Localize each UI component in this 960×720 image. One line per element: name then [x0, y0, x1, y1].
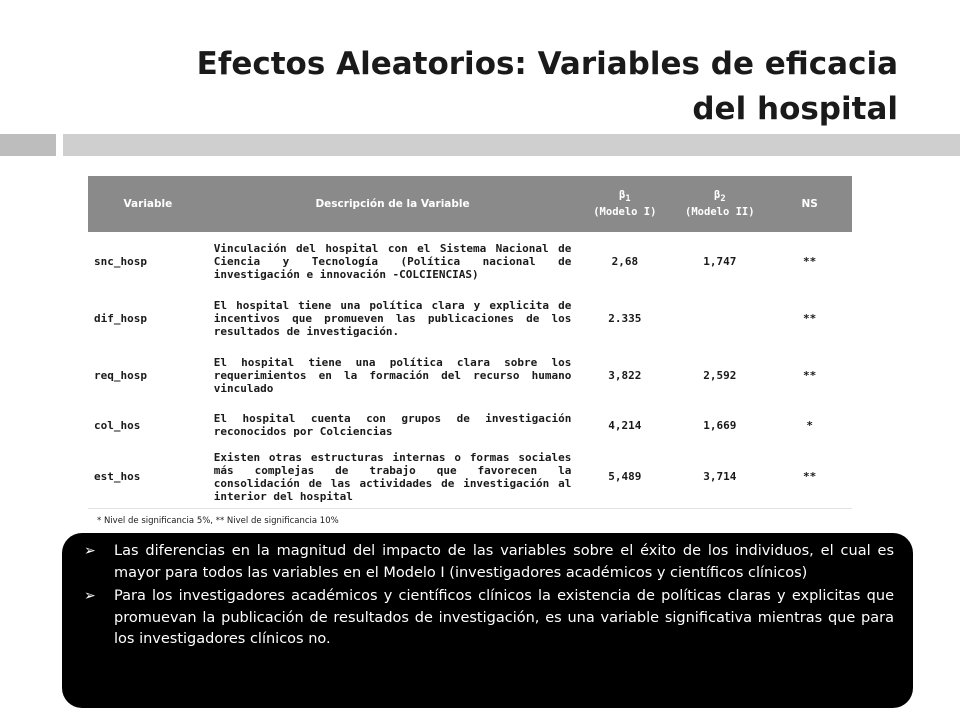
cell-ns: ** — [767, 446, 852, 508]
cell-variable: dif_hosp — [94, 311, 147, 325]
cell-description: El hospital tiene una política clara sobre los requerimientos en la formación del recurso humano vinculado — [213, 355, 572, 395]
conclusions-list — [82, 541, 894, 653]
arrowhead-bullet-icon: ➢ — [84, 543, 96, 559]
cell-beta2: 2,592 — [703, 368, 737, 382]
header-description: Descripción de la Variable — [208, 176, 578, 232]
beta1-model: (Modelo I) — [593, 206, 657, 219]
cell-variable: req_hosp — [94, 368, 147, 382]
beta1-subscript: 1 — [625, 194, 631, 205]
cell-beta2: 1,747 — [703, 254, 737, 268]
cell-ns: ** — [803, 254, 817, 268]
cell-ns: * — [806, 418, 813, 432]
cell-description: El hospital tiene una política clara y explicita de incentivos que promueven las publicaciones de los resultados de investigación. — [213, 298, 572, 338]
list-item — [82, 541, 894, 584]
cell-variable: col_hos — [94, 418, 141, 432]
table-row — [88, 346, 852, 404]
cell-ns: ** — [803, 311, 817, 325]
cell-variable: snc_hosp — [94, 254, 147, 268]
header-beta1 — [577, 176, 672, 232]
header-beta2 — [672, 176, 767, 232]
table-row — [88, 232, 852, 290]
significance-footnote: * Nivel de significancia 5%, ** Nivel de significancia 10% — [97, 516, 339, 526]
cell-description: Existen otras estructuras internas o formas sociales más complejas de trabajo que favorecen la consolidación de las actividades de investigación al interior del hospital — [208, 446, 578, 508]
list-item — [82, 586, 894, 651]
cell-description: El hospital cuenta con grupos de investigación reconocidos por Colciencias — [213, 412, 572, 438]
cell-beta1: 3,822 — [608, 368, 642, 382]
table-row — [88, 404, 852, 446]
conclusion-text: Para los investigadores académicos y científicos clínicos la existencia de políticas claras y explicitas que promuevan la publicación de resultados de investigación, es una variable significativa mientras que para los investigadores clínicos no. — [114, 588, 894, 647]
cell-beta2: 1,669 — [703, 418, 737, 432]
arrowhead-bullet-icon: ➢ — [84, 588, 96, 604]
table-row — [88, 446, 852, 508]
results-table — [88, 176, 852, 509]
cell-description: Vinculación del hospital con el Sistema Nacional de Ciencia y Tecnología (Política nacional de investigación e innovación -COLCIENCIAS) — [213, 241, 572, 281]
cell-beta2: 3,714 — [672, 446, 767, 508]
decorative-bar-right — [63, 134, 960, 156]
conclusion-text: Las diferencias en la magnitud del impacto de las variables sobre el éxito de los individuos, el cual es mayor para todos las variables en el Modelo I (investigadores académicos y científicos clínicos) — [114, 543, 894, 581]
beta1-symbol: β — [619, 188, 626, 201]
header-variable: Variable — [88, 176, 208, 232]
cell-ns: ** — [803, 368, 817, 382]
table-header-row — [88, 176, 852, 232]
beta2-model: (Modelo II) — [685, 206, 755, 219]
slide-title: Efectos Aleatorios: Variables de eficacia del hospital — [196, 46, 898, 127]
header-ns: NS — [767, 176, 852, 232]
table-row — [88, 290, 852, 346]
cell-beta2 — [672, 290, 767, 346]
decorative-bar-left — [0, 134, 56, 156]
cell-beta1: 2,68 — [611, 254, 639, 268]
cell-beta1: 2.335 — [608, 311, 642, 325]
cell-variable: est_hos — [88, 446, 208, 508]
cell-beta1: 4,214 — [608, 418, 642, 432]
beta2-symbol: β — [714, 188, 721, 201]
beta2-subscript: 2 — [720, 194, 726, 205]
cell-beta1: 5,489 — [577, 446, 672, 508]
